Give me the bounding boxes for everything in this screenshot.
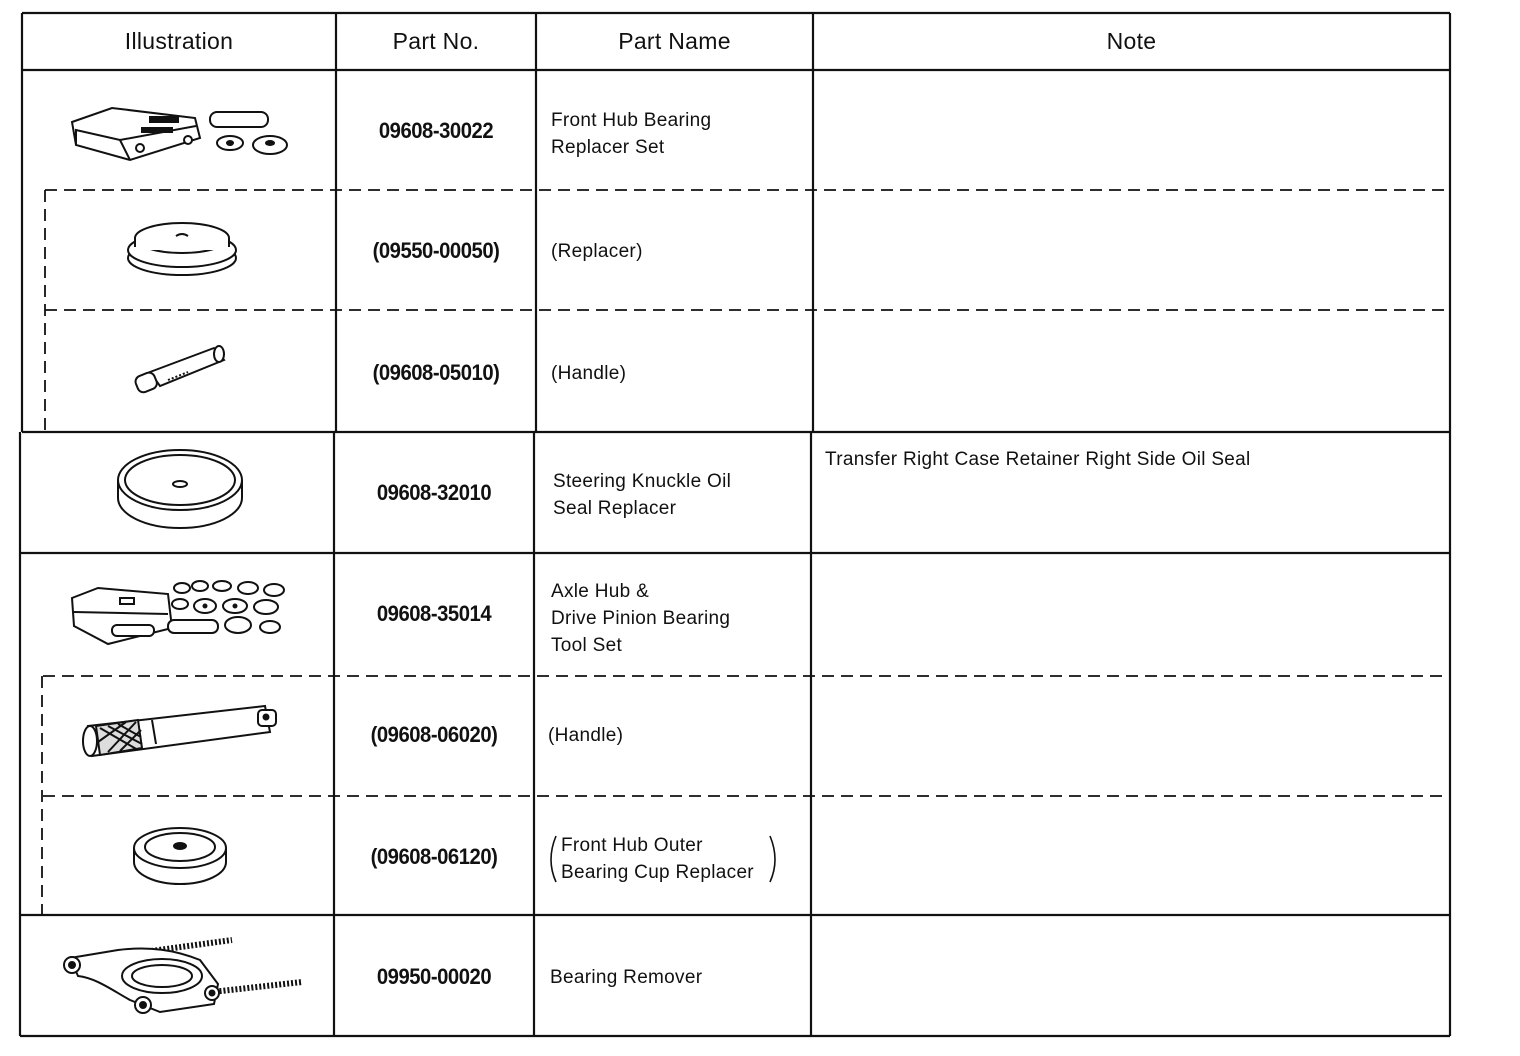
part-name-line: Axle Hub & [551, 581, 650, 602]
part-no: (09608-06120) [370, 844, 498, 869]
header-note: Note [1106, 28, 1157, 54]
part-name [553, 468, 731, 522]
part-name: Bearing Remover [550, 967, 703, 988]
part-no: 09950-00020 [376, 964, 492, 989]
part-name: (Handle) [551, 363, 627, 384]
part-name [551, 578, 730, 659]
handle-short-icon [134, 346, 224, 394]
part-name: (Handle) [548, 725, 624, 746]
replacer-disc-icon [128, 223, 236, 275]
bearing-remover-icon [64, 940, 302, 1013]
header-illustration: Illustration [124, 28, 234, 54]
part-no: 09608-32010 [376, 480, 492, 505]
part-no: (09608-06020) [370, 722, 498, 747]
part-name [551, 107, 711, 161]
bearing-replacer-set-icon [72, 108, 287, 160]
part-no: 09608-35014 [376, 601, 492, 626]
part-no: (09550-00050) [372, 238, 500, 263]
part-name-line: Seal Replacer [553, 498, 677, 519]
part-name: (Replacer) [551, 241, 643, 262]
part-name-line: Tool Set [551, 635, 623, 656]
note-text: Transfer Right Case Retainer Right Side Oil Seal [825, 449, 1251, 470]
part-name-line: Bearing Cup Replacer [561, 862, 754, 883]
part-name-line: Front Hub Outer [561, 835, 703, 856]
part-name-line: Drive Pinion Bearing [551, 608, 731, 629]
part-name-line: Front Hub Bearing [551, 110, 712, 131]
cup-replacer-icon [134, 828, 226, 884]
part-no: (09608-05010) [372, 360, 500, 385]
header-part-name: Part Name [618, 28, 731, 54]
part-name-line: Steering Knuckle Oil [553, 471, 732, 492]
part-name-line: Replacer Set [551, 137, 665, 158]
part-name [561, 832, 754, 886]
header-part-no: Part No. [392, 28, 480, 54]
oil-seal-replacer-icon [118, 450, 242, 528]
tool-set-case-icon [72, 581, 284, 644]
part-no: 09608-30022 [378, 118, 494, 143]
handle-long-icon [83, 706, 276, 756]
